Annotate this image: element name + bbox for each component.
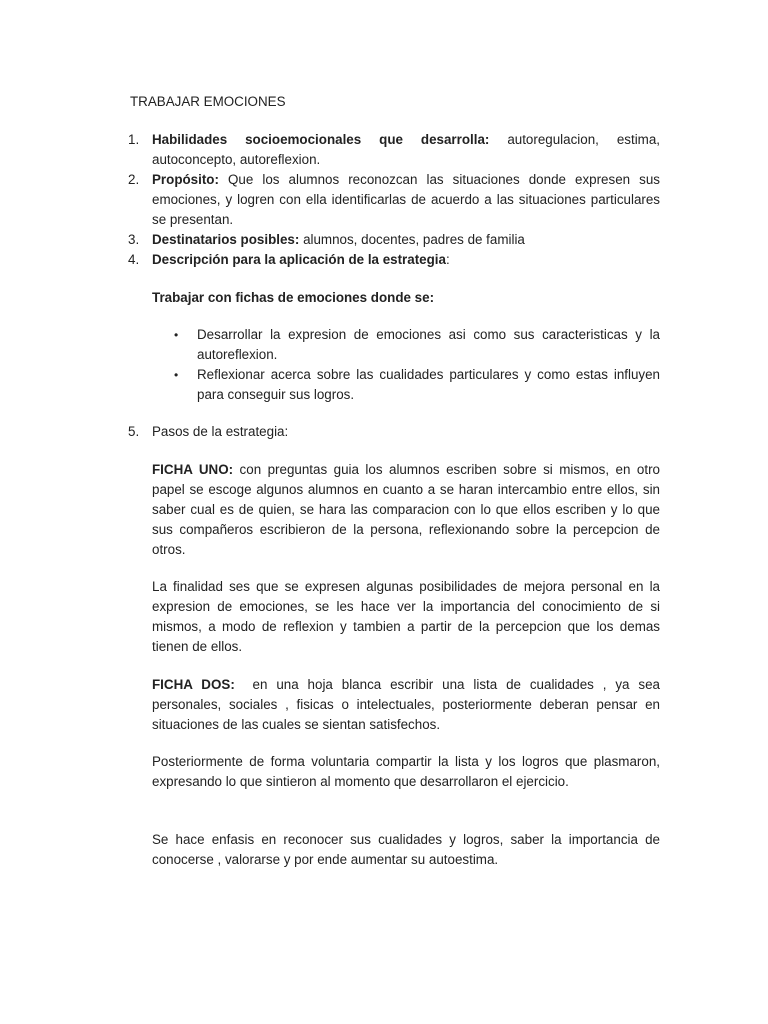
ficha-dos-text: en una hoja blanca escribir una lista de cualidades , ya sea personales, sociales , fisicas o intelectuales, posteriormente deberan pensar en situaciones de las cuales se sientan satisfechos. [152,677,664,732]
ficha-dos-paragraph [152,675,664,735]
item-1 [152,130,660,170]
item-4 [152,250,660,270]
ficha-uno-label: FICHA UNO: [152,462,234,477]
finalidad-paragraph: La finalidad ses que se expresen algunas posibilidades de mejora personal en la expresion de emociones, se les hace ver la importancia del conocimiento de si mismos, a modo de reflexion y tambien a partir de la percepcion que los demas tienen de ellos. [152,579,660,654]
item-4-text: : [445,252,450,267]
document-title: TRABAJAR EMOCIONES [130,94,286,109]
enfasis-paragraph: Se hace enfasis en reconocer sus cualidades y logros, saber la importancia de conocerse , valorarse y por ende aumentar su autoestima. [152,832,660,867]
item-2-number: 2. [128,172,140,187]
bullet-item-2: Reflexionar acerca sobre las cualidades particulares y como estas influyen para conseguir sus logros. [197,367,660,402]
bullet-1-glyph: • [174,328,179,342]
item-4-number: 4. [128,252,140,267]
item-3-label: Destinatarios posibles: [152,232,300,247]
item-3-text: alumnos, docentes, padres de familia [299,232,525,247]
item-4-label: Descripción para la aplicación de la estrategia [152,252,446,267]
item-2-label: Propósito: [152,172,219,187]
item-5: Pasos de la estrategia: [152,424,289,439]
ficha-dos-label: FICHA DOS: [152,677,235,692]
item-2-text: Que los alumnos reconozcan las situaciones donde expresen sus emociones, y logren con ella identificarlas de acuerdo a las situaciones particulares se presentan. [152,172,660,227]
item-3 [152,230,660,250]
item-2 [152,170,660,230]
item-3-number: 3. [128,232,140,247]
item-5-number: 5. [128,424,140,439]
bullet-2-glyph: • [174,368,179,382]
ficha-uno-text: con preguntas guia los alumnos escriben sobre si mismos, en otro papel se escoge algunos alumnos en cuanto a se haran intercambio entre ellos, sin saber cual es de quien, se hara las comparacion con lo que ellos escriben y lo que sus compañeros escribieron de la persona, reflexionando sobre la percepcion de otros. [152,462,660,557]
item-1-text: autoregulacion, estima, autoconcepto, autoreflexion. [152,132,660,167]
item-1-number: 1. [128,132,140,147]
ficha-uno-paragraph [152,460,660,560]
bullet-item-1: Desarrollar la expresion de emociones asi como sus caracteristicas y la autoreflexion. [197,327,660,362]
posteriormente-paragraph: Posteriormente de forma voluntaria compartir la lista y los logros que plasmaron, expresando lo que sintieron al momento que desarrollaron el ejercicio. [152,754,660,789]
item-1-label: Habilidades socioemocionales que desarrolla: [152,132,490,147]
subheading: Trabajar con fichas de emociones donde se: [152,290,435,305]
